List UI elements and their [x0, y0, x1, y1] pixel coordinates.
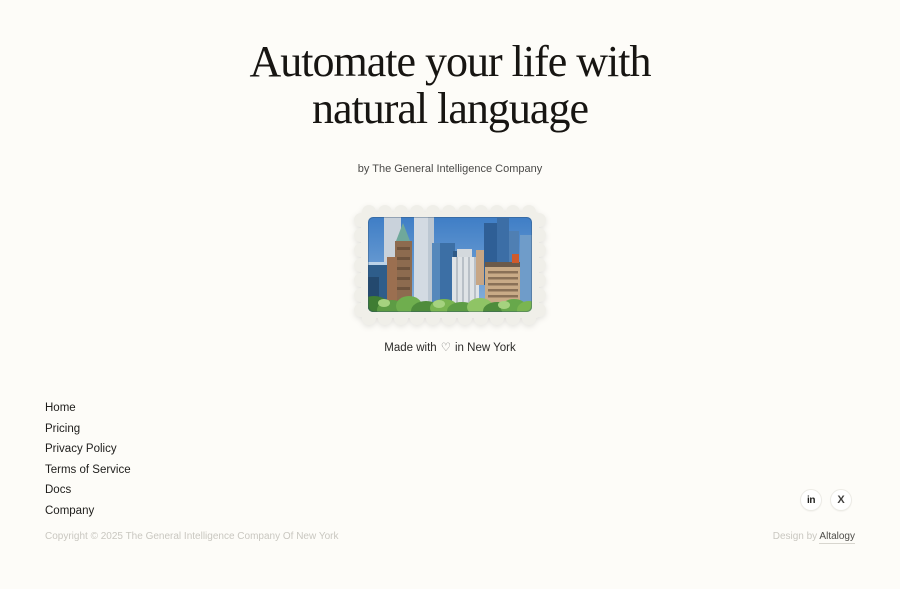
byline: by The General Intelligence Company [357, 163, 543, 175]
page-title-line2: natural language [312, 84, 588, 133]
footer-link-privacy-policy[interactable]: Privacy Policy [45, 443, 117, 455]
design-credit [773, 531, 855, 542]
x-twitter-button[interactable] [830, 489, 852, 511]
footer-link-pricing[interactable]: Pricing [45, 422, 81, 435]
page-title-line1: Automate your life with [249, 37, 651, 86]
made-with-tagline [0, 340, 900, 354]
made-with-suffix: in New York [455, 342, 516, 354]
page-title [0, 38, 900, 132]
new-york-skyline-stamp-svg [354, 205, 546, 325]
social-buttons [800, 489, 852, 511]
altalogy-link[interactable]: Altalogy [819, 531, 855, 542]
heart-icon: ♡ [440, 342, 451, 354]
linkedin-button[interactable] [800, 489, 822, 511]
x-twitter-icon: X [837, 494, 845, 506]
stamp-image [354, 205, 546, 325]
footer-link-terms-of-service[interactable]: Terms of Service [45, 463, 131, 476]
footer-nav [45, 398, 131, 521]
footer-link-docs[interactable]: Docs [45, 484, 72, 496]
design-by-label: Design by [772, 531, 818, 542]
copyright-text: Copyright © 2025 The General Intelligence Company Of New York [45, 531, 339, 542]
made-with-prefix: Made with [384, 342, 437, 354]
footer-link-home[interactable]: Home [45, 402, 76, 414]
linkedin-icon: in [807, 494, 815, 506]
footer-link-company[interactable]: Company [45, 504, 95, 517]
